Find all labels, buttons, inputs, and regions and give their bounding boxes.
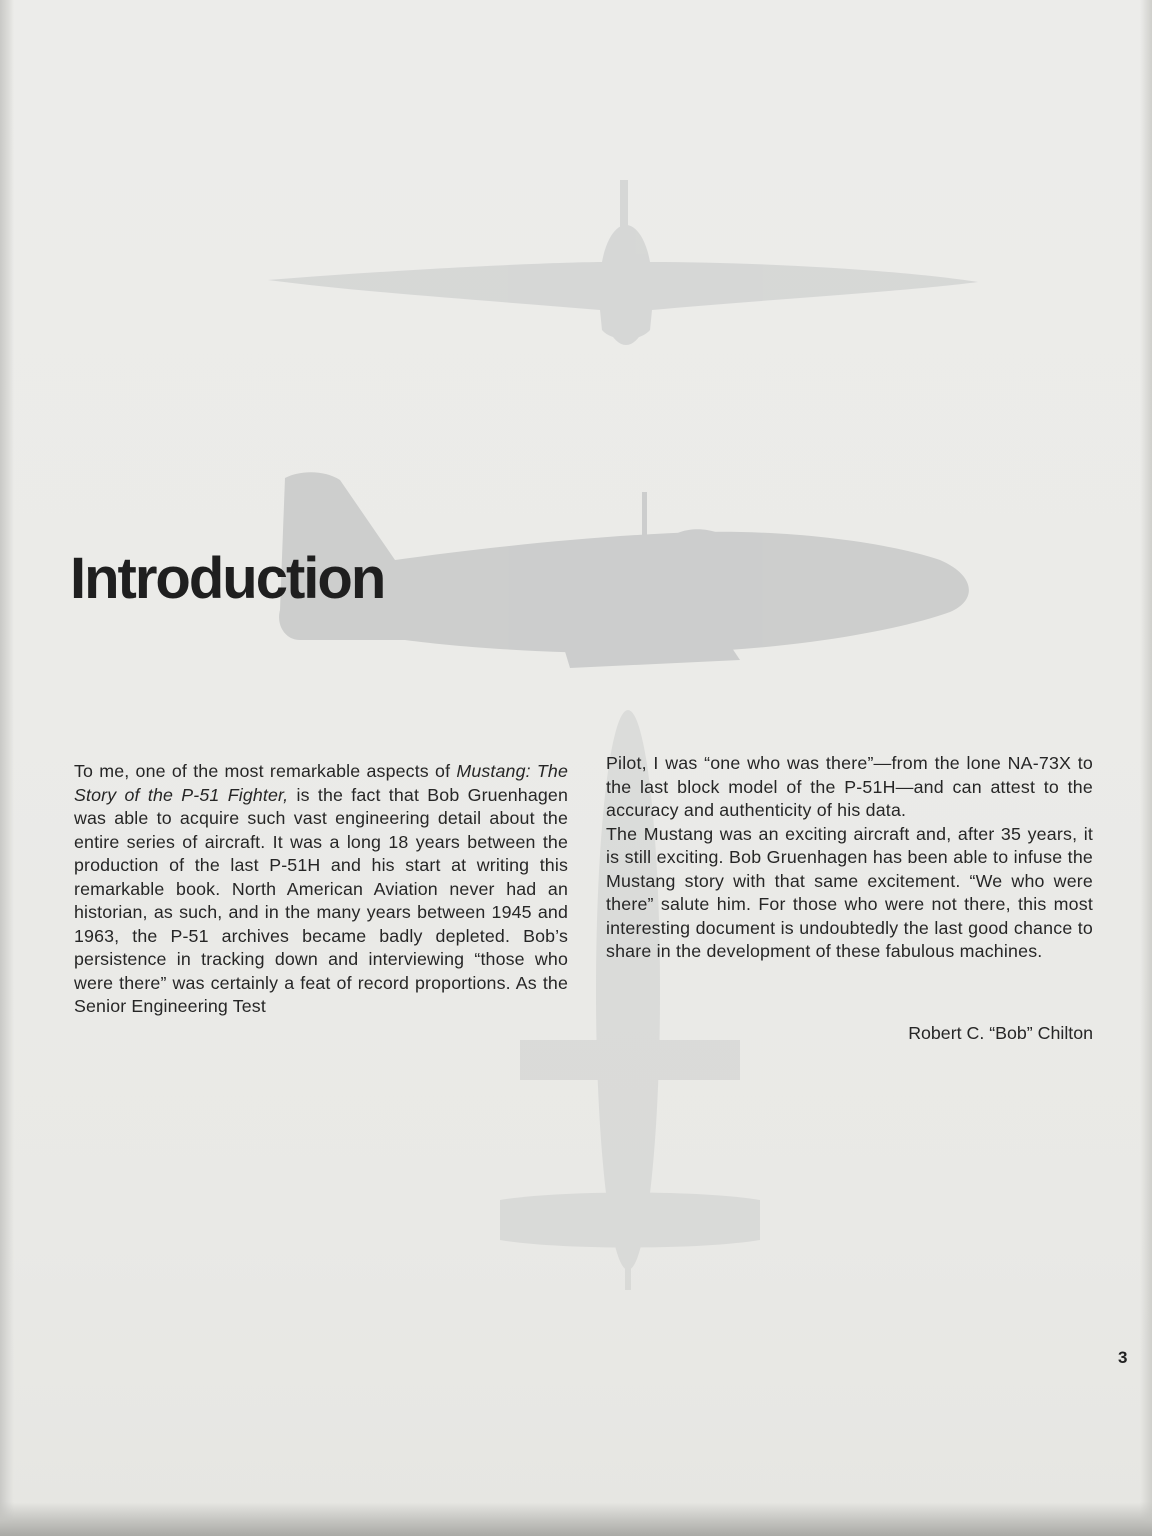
author-signature: Robert C. “Bob” Chilton xyxy=(908,1023,1093,1043)
continued-paragraph: Pilot, I was “one who was there”—from the lone NA-73X to the last block model of the P-51H—and can attest to the accuracy and authenticity of his data. xyxy=(606,753,1093,820)
bottom-edge-shadow xyxy=(0,1502,1152,1536)
page-edge-shadow xyxy=(1140,0,1152,1536)
left-text-column xyxy=(74,760,568,1019)
right-text-column xyxy=(606,752,1093,964)
page-title: Introduction xyxy=(70,546,385,611)
intro-paragraph xyxy=(74,760,568,1019)
paragraph-text-continued: is the fact that Bob Gruenhagen was able to acquire such vast engineering detail about the entire series of aircraft. It was a long 18 years between the production of the last P-51H and his start at writing this remarkable book. North American Aviation never had an historian, as such, and in the many years between 1945 and 1963, the P-51 archives became badly depleted. Bob’s persistence in tracking down and interviewing “those who were there” was certainly a feat of record proportions. As the Senior Engineering Test xyxy=(74,784,568,1016)
closing-paragraph: The Mustang was an exciting aircraft and, after 35 years, it is still exciting. Bob Gruenhagen has been able to infuse the Mustang story with that same excitement. “We who were there” salute him. For those who were not there, this most interesting document is undoubtedly the last good chance to share in the development of these fabulous machines. xyxy=(606,823,1093,961)
book-title-italic: Mustang: The Story of the P-51 Fighter, xyxy=(74,761,568,805)
page-number: 3 xyxy=(1118,1348,1128,1367)
paragraph-text-start: To me, one of the most remarkable aspects of xyxy=(74,761,457,781)
